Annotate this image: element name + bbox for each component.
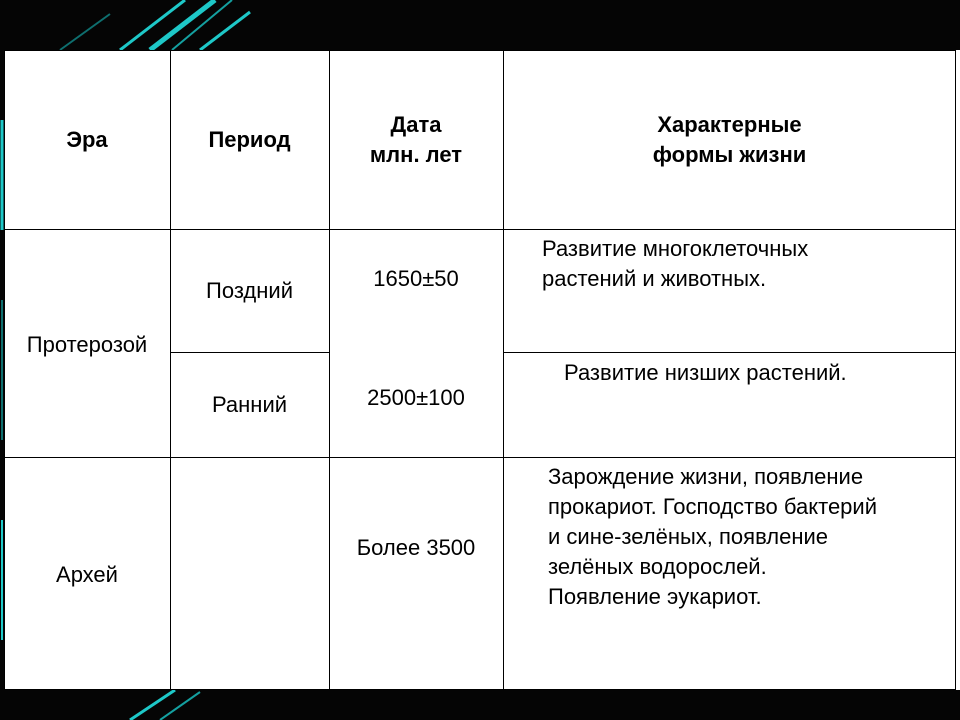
row-divider [4,457,956,458]
date-early: 2500±100 [367,385,465,410]
era-proterozoic: Протерозой [26,332,148,357]
header-date: Дата млн. лет [369,112,463,167]
geologic-table [4,50,960,690]
header-life-forms: Характерные формы жизни [652,112,807,167]
life-forms-archean: Зарождение жизни, появление прокариот. Господство бактерий и сине-зелёных, появление зелёных водорослей. Появление эукариот. [548,464,877,609]
period-late: Поздний [206,278,293,303]
date-late: 1650±50 [373,266,459,291]
row-divider [503,352,956,353]
row-divider [4,229,956,230]
period-early: Ранний [211,392,288,417]
header-era: Эра [66,127,108,152]
row-divider [170,352,329,353]
life-forms-early: Развитие низших растений. [564,360,847,385]
table-border-bottom [4,689,956,690]
era-archean: Архей [56,562,118,587]
life-forms-late: Развитие многоклеточных растений и животных. [542,236,809,291]
table-border-top [4,50,956,51]
header-period: Период [208,127,291,152]
date-archean: Более 3500 [356,535,476,560]
